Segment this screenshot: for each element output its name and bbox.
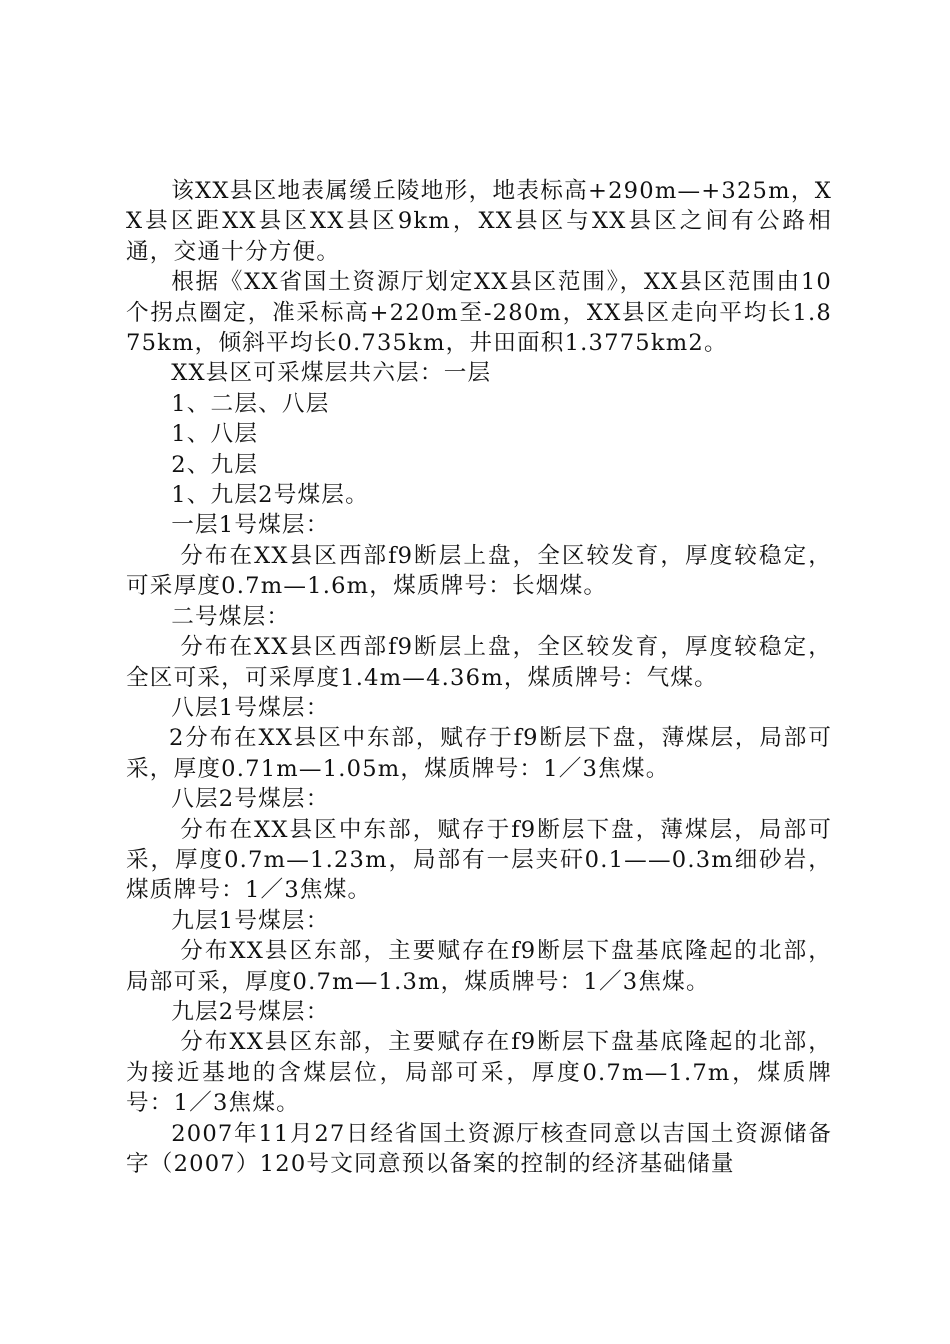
paragraph-seams-summary: XX县区可采煤层共六层：一层: [171, 360, 492, 387]
heading-seam2: 二号煤层：: [171, 603, 291, 630]
paragraph-seam-list-2: 1、八层: [171, 421, 259, 448]
heading-layer8-seam2: 八层2号煤层：: [171, 786, 330, 813]
paragraph-reserves-filing: 2007年11月27日经省国土资源厅核查同意以吉国土资源储备字（2007）120号文同意预以备案的控制的经济基础储量: [126, 1120, 832, 1177]
paragraph-seam2: 分布在XX县区西部f9断层上盘，全区较发育，厚度较稳定，全区可采，可采厚度1.4m—4.36m，煤质牌号：气煤。: [126, 634, 832, 691]
paragraph-seam-list-3: 2、九层: [171, 451, 259, 478]
paragraph-layer9-seam2: 分布XX县区东部，主要赋存在f9断层下盘基底隆起的北部，为接近基地的含煤层位，局部可采，厚度0.7m—1.7m，煤质牌号：1／3焦煤。: [126, 1029, 832, 1117]
paragraph-layer9-seam1: 分布XX县区东部，主要赋存在f9断层下盘基底隆起的北部，局部可采，厚度0.7m—1.3m，煤质牌号：1／3焦煤。: [126, 938, 832, 995]
paragraph-range: 根据《XX省国土资源厅划定XX县区范围》，XX县区范围由10个拐点圈定，准采标高+220m至-280m，XX县区走向平均长1.875km，倾斜平均长0.735km，井田面积1.3775km2。: [126, 269, 832, 357]
heading-layer9-seam1: 九层1号煤层：: [171, 907, 330, 934]
paragraph-seam-list-1: 1、二层、八层: [171, 390, 330, 417]
heading-layer8-seam1: 八层1号煤层：: [171, 694, 330, 721]
paragraph-layer1-seam1: 分布在XX县区西部f9断层上盘，全区较发育，厚度较稳定，可采厚度0.7m—1.6m，煤质牌号：长烟煤。: [126, 542, 832, 600]
paragraph-seam-list-4: 1、九层2号煤层。: [171, 482, 369, 509]
paragraph-layer8-seam1: 2分布在XX县区中东部，赋存于f9断层下盘，薄煤层，局部可采，厚度0.71m—1.05m，煤质牌号：1／3焦煤。: [126, 725, 832, 782]
paragraph-layer8-seam2: 分布在XX县区中东部，赋存于f9断层下盘，薄煤层，局部可采，厚度0.7m—1.23m，局部有一层夹矸0.1——0.3m细砂岩，煤质牌号：1／3焦煤。: [126, 816, 832, 904]
heading-layer9-seam2: 九层2号煤层：: [171, 998, 330, 1025]
heading-layer1-seam1: 一层1号煤层：: [171, 512, 330, 539]
paragraph-terrain: 该XX县区地表属缓丘陵地形，地表标高+290m—+325m，XX县区距XX县区XX县区9km，XX县区与XX县区之间有公路相通，交通十分方便。: [126, 178, 832, 265]
document-body: [126, 176, 832, 1179]
